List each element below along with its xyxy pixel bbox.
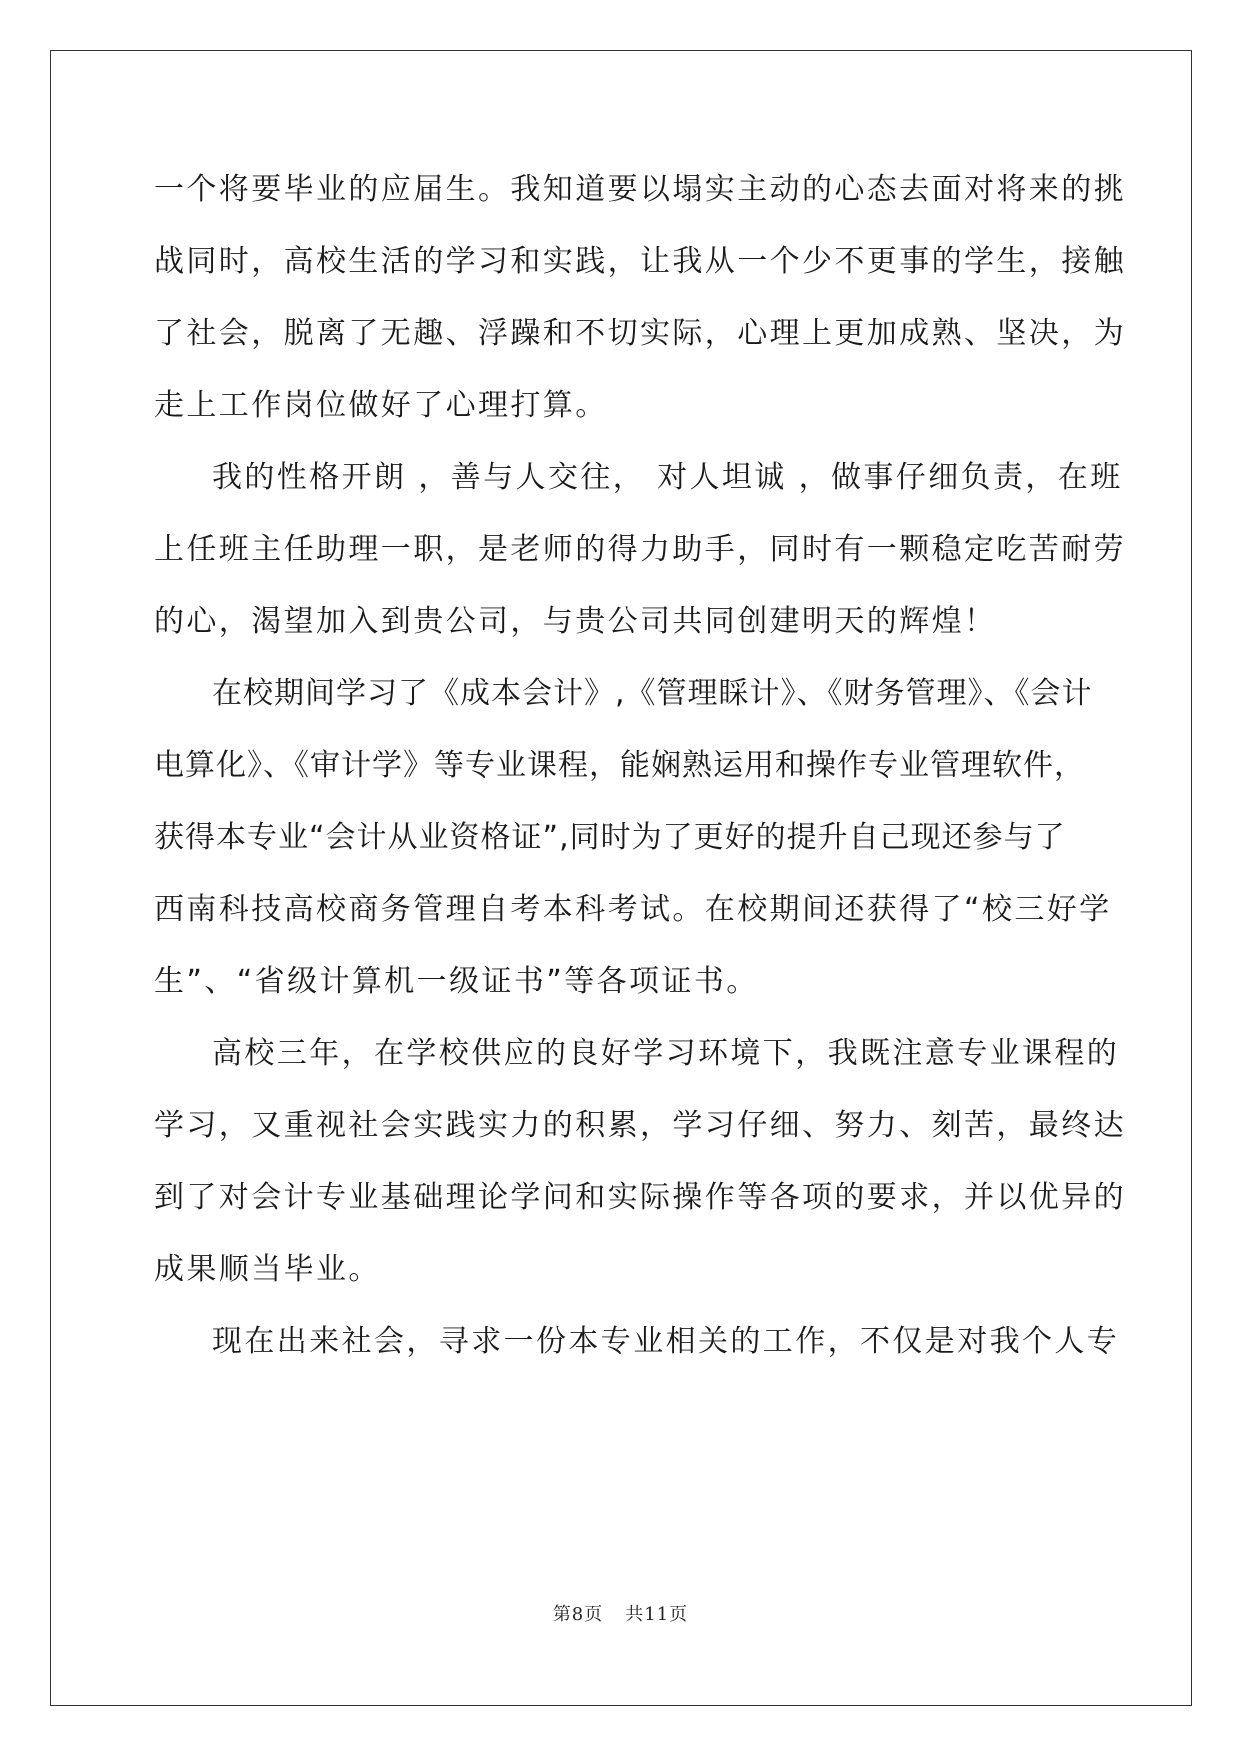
text-line: 战同时，高校生活的学习和实践，让我从一个少不更事的学生，接触 (154, 244, 1126, 279)
page-total: 共11页 (625, 1604, 689, 1625)
text-line: 走上工作岗位做好了心理打算。 (154, 388, 608, 423)
text-line: 电算化》、《审计学》等专业课程，能娴熟运用和操作专业管理软件， (154, 748, 1085, 783)
text-line: 生”、“省级计算机一级证书”等各项证书。 (154, 964, 759, 999)
text-line: 我的性格开朗 ，善与人交往， 对人坦诚 ，做事仔细负责，在班 (212, 460, 1123, 495)
text-line: 到了对会计专业基础理论学问和实际操作等各项的要求，并以优异的 (154, 1180, 1126, 1215)
text-line: 的心，渴望加入到贵公司，与贵公司共同创建明天的辉煌！ (154, 604, 997, 639)
page-number: 第8页 (552, 1604, 604, 1625)
text-line: 西南科技高校商务管理自考本科考试。在校期间还获得了“校三好学 (154, 892, 1112, 927)
text-line: 了社会，脱离了无趣、浮躁和不切实际，心理上更加成熟、坚决，为 (154, 316, 1126, 351)
text-line: 获得本专业“会计从业资格证”,同时为了更好的提升自己现还参与了 (154, 820, 1066, 855)
text-line: 在校期间学习了《成本会计》,《管理睬计》、《财务管理》、《会计 (212, 676, 1093, 711)
page-footer (0, 1600, 1241, 1626)
text-line: 一个将要毕业的应届生。我知道要以塌实主动的心态去面对将来的挑 (154, 172, 1126, 207)
text-line: 成果顺当毕业。 (154, 1252, 381, 1287)
page-border (50, 50, 1192, 1706)
text-line: 学习，又重视社会实践实力的积累，学习仔细、努力、刻苦，最终达 (154, 1108, 1126, 1143)
text-line: 上任班主任助理一职，是老师的得力助手，同时有一颗稳定吃苦耐劳 (154, 532, 1126, 567)
text-line: 高校三年，在学校供应的良好学习环境下，我既注意专业课程的 (212, 1036, 1120, 1071)
text-line: 现在出来社会，寻求一份本专业相关的工作，不仅是对我个人专 (212, 1324, 1120, 1359)
